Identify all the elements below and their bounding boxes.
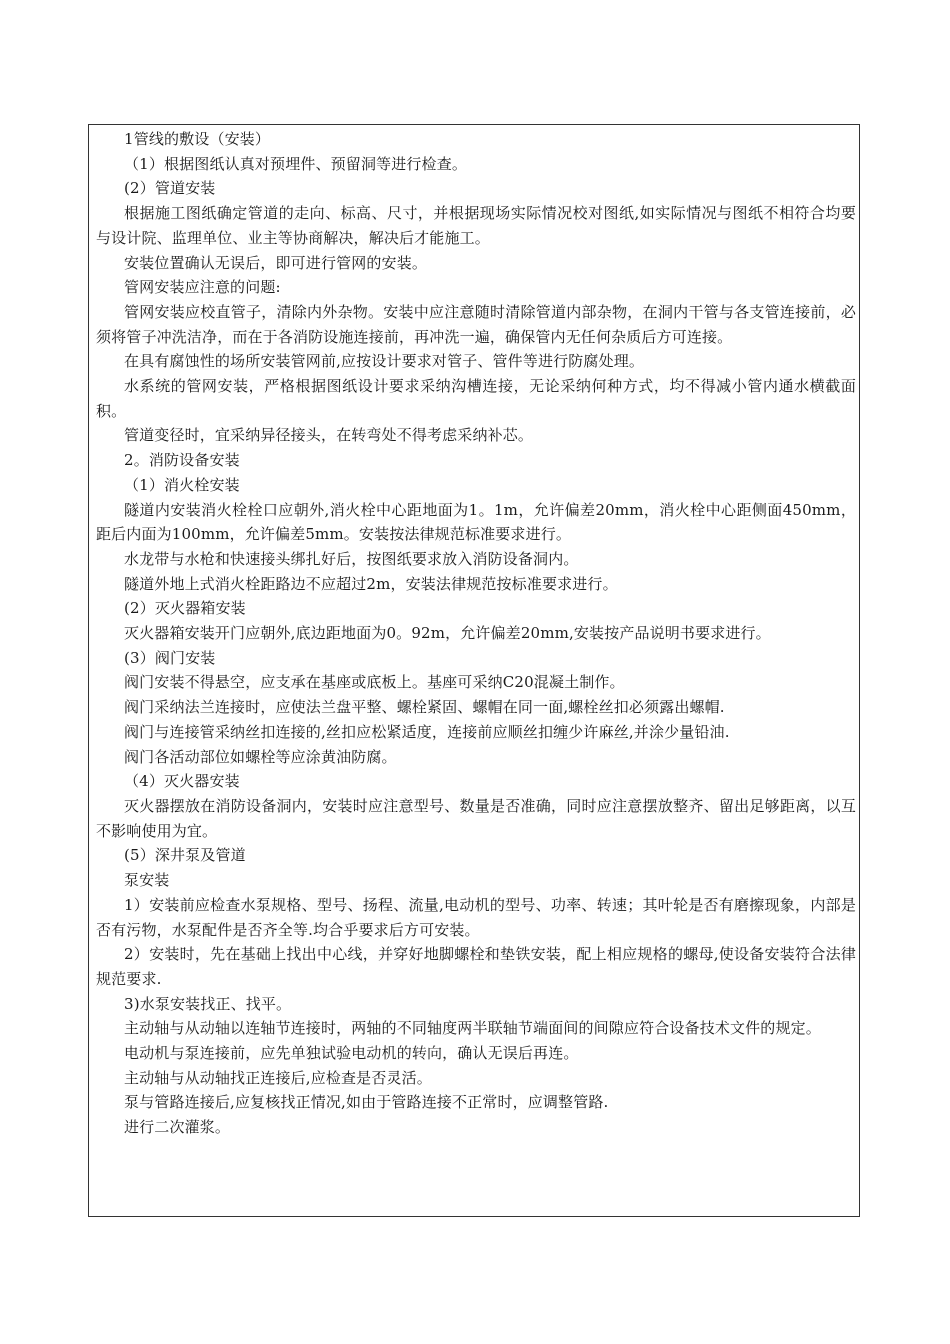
paragraph: 主动轴与从动轴找正连接后,应检查是否灵活。 (124, 1068, 432, 1087)
subsection-heading: （1）消火栓安装 (124, 475, 240, 494)
subsection-heading: (2）灭火器箱安装 (124, 599, 246, 618)
paragraph: 阀门各活动部位如螺栓等应涂黄油防腐。 (124, 747, 397, 766)
paragraph: （1）根据图纸认真对预埋件、预留洞等进行检查。 (124, 154, 467, 173)
paragraph: 管道变径时，宜采纳异径接头，在转弯处不得考虑采纳补芯。 (124, 426, 534, 445)
paragraph: 灭火器箱安装开门应朝外,底边距地面为0。92m，允许偏差20mm,安装按产品说明书要求进行。 (124, 624, 771, 643)
paragraph: 根据施工图纸确定管道的走向、标高、尺寸，并根据现场实际情况校对图纸,如实际情况与图纸不相符合均要与设计院、监理单位、业主等协商解决，解决后才能施工。 (96, 204, 856, 247)
paragraph: 阀门安装不得悬空，应支承在基座或底板上。基座可采纳C20混凝土制作。 (124, 673, 625, 692)
paragraph: 2）安装时，先在基础上找出中心线，并穿好地脚螺栓和垫铁安装，配上相应规格的螺母,使设备安装符合法律规范要求. (96, 945, 856, 988)
paragraph: 隧道外地上式消火栓距路边不应超过2m，安装法律规范按标准要求进行。 (124, 574, 618, 593)
subsection-heading: (3）阀门安装 (124, 648, 216, 667)
paragraph: 3)水泵安装找正、找平。 (124, 994, 292, 1013)
subsection-heading: (2）管道安装 (124, 179, 216, 198)
paragraph: 阀门与连接管采纳丝扣连接的,丝扣应松紧适度，连接前应顺丝扣缠少许麻丝,并涂少量铅油. (124, 722, 730, 741)
section-heading-pipeline: 1管线的敷设（安装） (124, 130, 271, 148)
paragraph: 灭火器摆放在消防设备洞内，安装时应注意型号、数量是否准确，同时应注意摆放整齐、留出足够距离，以互不影响使用为宜。 (96, 796, 856, 840)
paragraph: 管网安装应校直管子，清除内外杂物。安装中应注意随时清除管道内部杂物，在洞内干管与各支管连接前，必须将管子冲洗洁净，而在于各消防设施连接前，再冲洗一遍，确保管内无任何杂质后方可连接。 (96, 302, 856, 346)
subsection-heading: （4）灭火器安装 (124, 772, 240, 791)
paragraph: 管网安装应注意的问题: (124, 278, 281, 297)
subsection-heading: (5）深井泵及管道 (124, 846, 246, 865)
paragraph: 泵与管路连接后,应复核找正情况,如由于管路连接不正常时，应调整管路. (124, 1093, 609, 1112)
paragraph: 水龙带与水枪和快速接头绑扎好后，按图纸要求放入消防设备洞内。 (124, 549, 579, 568)
paragraph: 主动轴与从动轴以连轴节连接时，两轴的不同轴度两半联轴节端面间的间隙应符合设备技术文件的规定。 (124, 1019, 821, 1038)
paragraph: 1）安装前应检查水泵规格、型号、扬程、流量,电动机的型号、功率、转速；其叶轮是否有磨擦现象，内部是否有污物，水泵配件是否齐全等.均合乎要求后方可安装。 (96, 895, 856, 939)
document-body (96, 127, 856, 1140)
section-heading-equipment: 2。消防设备安装 (124, 451, 240, 470)
paragraph: 隧道内安装消火栓栓口应朝外,消火栓中心距地面为1。1m，允许偏差20mm，消火栓中心距侧面450mm，距后内面为100mm，允许偏差5mm。安装按法律规范标准要求进行。 (96, 500, 856, 544)
paragraph: 阀门采纳法兰连接时，应使法兰盘平整、螺栓紧固、螺帽在同一面,螺栓丝扣必须露出螺帽. (124, 698, 725, 717)
paragraph: 电动机与泵连接前，应先单独试验电动机的转向，确认无误后再连。 (124, 1044, 579, 1063)
paragraph: 进行二次灌浆。 (124, 1118, 231, 1137)
paragraph: 水系统的管网安装，严格根据图纸设计要求采纳沟槽连接，无论采纳何种方式，均不得减小管内通水横截面积。 (96, 377, 856, 420)
paragraph: 安装位置确认无误后，即可进行管网的安装。 (124, 253, 428, 272)
paragraph: 泵安装 (124, 871, 170, 890)
paragraph: 在具有腐蚀性的场所安装管网前,应按设计要求对管子、管件等进行防腐处理。 (124, 352, 645, 371)
